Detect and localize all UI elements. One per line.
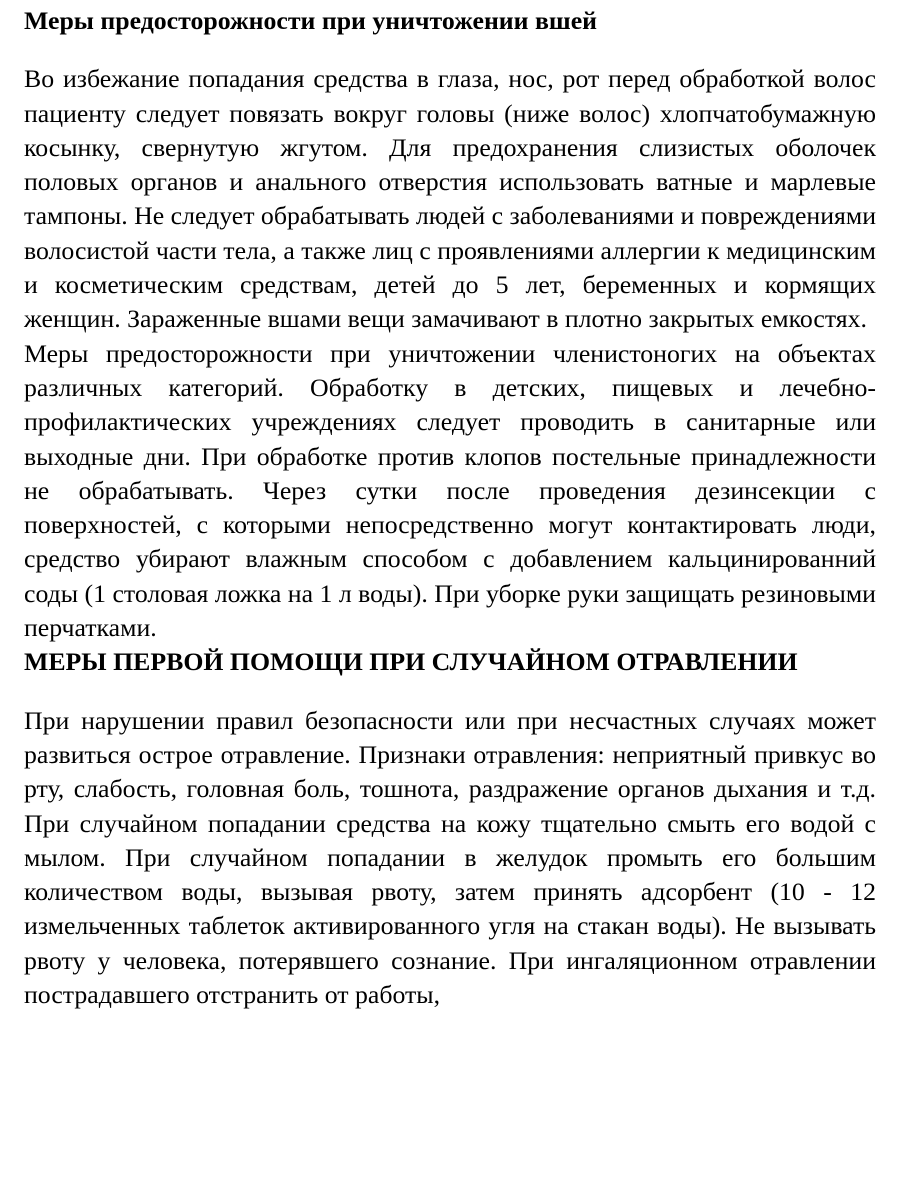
section-title-lice-precautions: Меры предосторожности при уничтожении вшей [24, 6, 598, 35]
spacer [24, 680, 876, 704]
spacer [24, 38, 876, 62]
paragraph-lice-precautions: Во избежание попадания средства в глаза, нос, рот перед обработкой волос пациенту следует повязать вокруг головы (ниже волос) хлопчатобумажную косынку, свернутую жгутом. Для предохранения слизистых оболочек половых органов и анального отверстия использовать ватные и марлевые тампоны. Не следует обрабатывать людей с заболеваниями и повреждениями волосистой части тела, а также лиц с проявлениями аллергии к медицинским и косметическим средствам, детей до 5 лет, беременных и кормящих женщин. Зараженные вшами вещи замачивают в плотно закрытых емкостях. [24, 64, 876, 334]
paragraph-first-aid: При нарушении правил безопасности или при несчастных случаях может развиться острое отравление. Признаки отравления: неприятный привкус во рту, слабость, головная боль, тошнота, раздражение органов дыхания и т.д. При случайном попадании средства на кожу тщательно смыть его водой с мылом. При случайном попадании в желудок промыть его большим количеством воды, вызывая рвоту, затем принять адсорбент (10 - 12 измельченных таблеток активированного угля на стакан воды). Не вызывать рвоту у человека, потерявшего сознание. При ингаляционном отравлении пострадавшего отстранить от работы, [24, 705, 876, 1010]
section-title-first-aid: МЕРЫ ПЕРВОЙ ПОМОЩИ ПРИ СЛУЧАЙНОМ ОТРАВЛЕНИИ [24, 647, 798, 677]
paragraph-arthropod-precautions: Меры предосторожности при уничтожении членистоногих на объектах различных категорий. Обработку в детских, пищевых и лечебно-профилактических учреждениях следует проводить в санитарные или выходные дни. При обработке против клопов постельные принадлежности не обрабатывать. Через сутки после проведения дезинсекции с поверхностей, с которыми непосредственно могут контактировать люди, средство убирают влажным способом с добавлением кальцинированний соды (1 столовая ложка на 1 л воды). При уборке руки защищать резиновыми перчатками. [24, 338, 876, 643]
document-page [24, 4, 876, 1012]
